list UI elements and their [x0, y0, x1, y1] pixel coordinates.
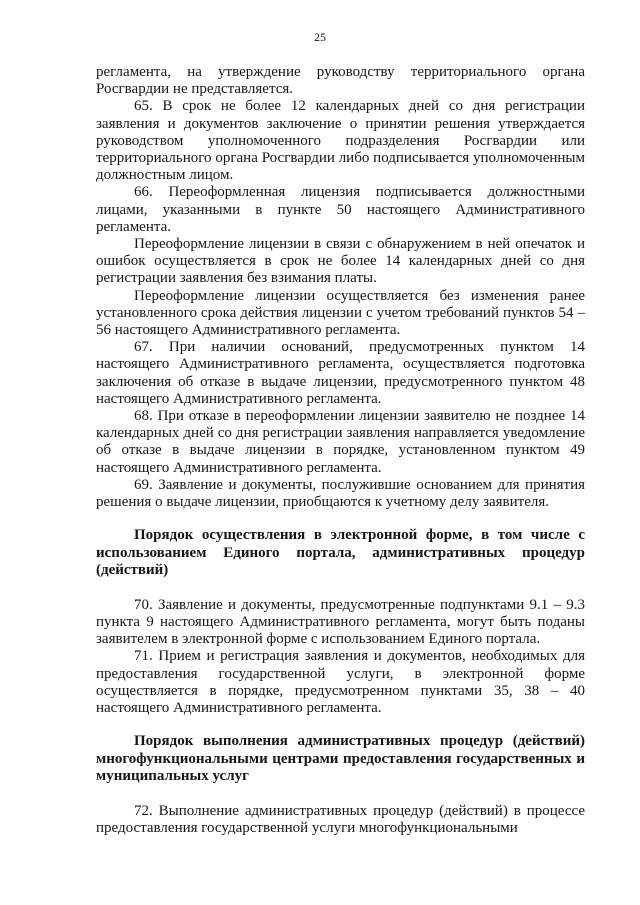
paragraph-65: 65. В срок не более 12 календарных дней со дня регистрации заявления и документов заключение о принятии решения утверждается руководством уполномоченного подразделения Росгвардии или территориального органа Росгвардии либо подписывается уполномоченным должностным лицом. [96, 98, 585, 184]
paragraph-67: 67. При наличии оснований, предусмотренных пунктом 14 настоящего Административного регламента, осуществляется подготовка заключения об отказе в выдаче лицензии, предусмотренного пунктом 48 настоящего Административного регламента. [96, 339, 585, 407]
paragraph-68: 68. При отказе в переоформлении лицензии заявителю не позднее 14 календарных дней со дня регистрации заявления направляется уведомление об отказе в выдаче лицензии в порядке, установленном пунктом 49 настоящего Административного регламента. [96, 408, 585, 476]
spacer [96, 717, 585, 733]
paragraph-intro: регламента, на утверждение руководству территориального органа Росгвардии не представляется. [96, 64, 585, 98]
paragraph-69: 69. Заявление и документы, послужившие основанием для принятия решения о выдаче лицензии, приобщаются к учетному делу заявителя. [96, 476, 585, 511]
spacer [96, 580, 585, 597]
spacer [96, 786, 585, 803]
paragraph-70: 70. Заявление и документы, предусмотренные подпунктами 9.1 – 9.3 пункта 9 настоящего Административного регламента, могут быть поданы заявителем в электронной форме с использованием Единого портала. [96, 596, 585, 648]
section-heading-electronic-form: Порядок осуществления в электронной форме, в том числе с использованием Единого портала, административных процедур (действий) [96, 527, 585, 579]
section-heading-mfc: Порядок выполнения административных процедур (действий) многофункциональными центрами предоставления государственных и муниципальных услуг [96, 733, 585, 785]
paragraph-66: 66. Переоформленная лицензия подписывается должностными лицами, указанными в пункте 50 настоящего Административного регламента. [96, 184, 585, 235]
paragraph-72: 72. Выполнение административных процедур (действий) в процессе предоставления государственной услуги многофункциональными [96, 802, 585, 836]
document-body [96, 64, 585, 837]
spacer [96, 511, 585, 527]
page-number: 25 [314, 30, 326, 44]
paragraph-66-term: Переоформление лицензии осуществляется без изменения ранее установленного срока действия лицензии с учетом требований пунктов 54 – 56 настоящего Административного регламента. [96, 287, 585, 339]
paragraph-66-errors: Переоформление лицензии в связи с обнаружением в ней опечаток и ошибок осуществляется в срок не более 14 календарных дней со дня регистрации заявления без взимания платы. [96, 236, 585, 287]
paragraph-71: 71. Прием и регистрация заявления и документов, необходимых для предоставления государственной услуги, в электронной форме осуществляется в порядке, предусмотренном пунктами 35, 38 – 40 настоящего Административного регламента. [96, 648, 585, 716]
